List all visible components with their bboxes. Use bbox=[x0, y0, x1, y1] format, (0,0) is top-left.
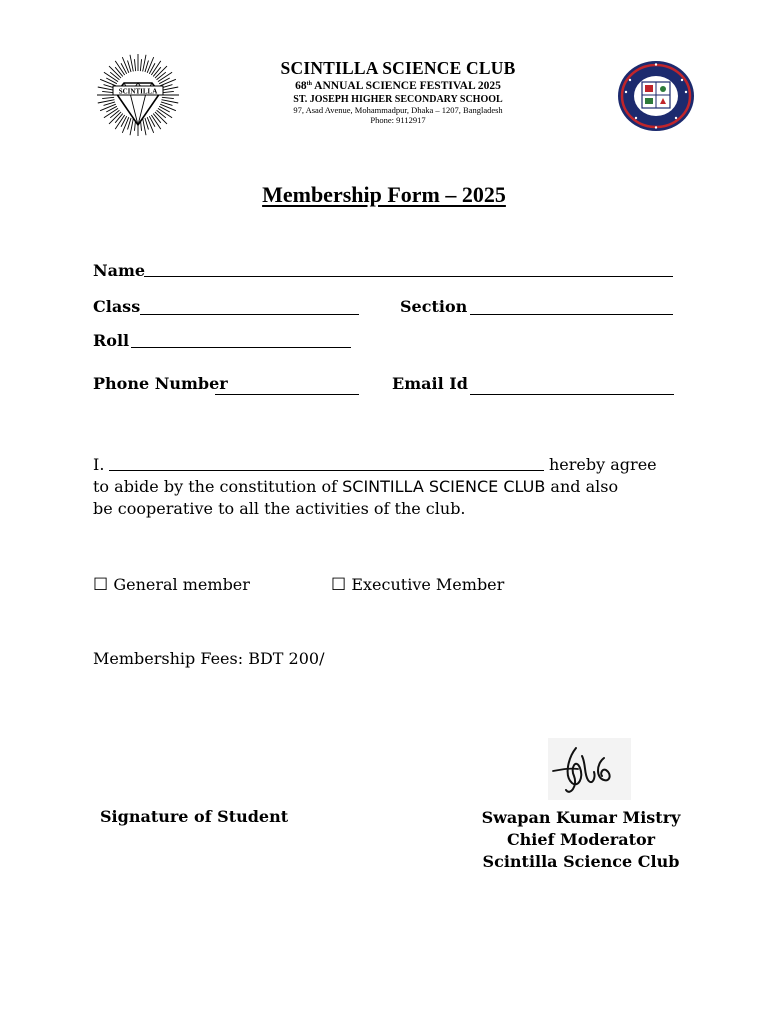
membership-fees: Membership Fees: BDT 200/ bbox=[93, 649, 325, 668]
logo-ray bbox=[110, 110, 119, 118]
logo-ray bbox=[100, 79, 116, 86]
checkbox-icon[interactable]: ☐ bbox=[93, 575, 109, 595]
school-name: ST. JOSEPH HIGHER SECONDARY SCHOOL bbox=[293, 94, 503, 105]
general-member-label: General member bbox=[108, 575, 250, 594]
festival-number: 68 bbox=[295, 80, 307, 92]
logo-ray bbox=[153, 67, 161, 76]
declaration-suffix: hereby agree bbox=[549, 455, 657, 474]
declaration-line-2 bbox=[93, 476, 618, 498]
logo-text: SCINTILLA bbox=[118, 87, 158, 96]
name-field[interactable] bbox=[144, 276, 673, 277]
logo-ray bbox=[162, 91, 174, 92]
school-seal bbox=[616, 60, 696, 132]
logo-ray bbox=[160, 104, 176, 111]
logo-ray bbox=[157, 72, 166, 80]
declaration-prefix: I. bbox=[93, 455, 105, 474]
logo-ray bbox=[122, 117, 129, 133]
phone-label: Phone Number bbox=[93, 374, 228, 393]
email-field[interactable] bbox=[470, 394, 674, 395]
moderator-name: Swapan Kumar Mistry bbox=[481, 808, 681, 827]
logo-ray bbox=[102, 91, 114, 92]
student-signature-label: Signature of Student bbox=[100, 807, 289, 826]
logo-ray bbox=[162, 97, 174, 98]
class-label: Class bbox=[93, 297, 141, 316]
logo-ray bbox=[140, 59, 141, 71]
form-title: Membership Form – 2025 bbox=[262, 182, 506, 207]
logo-ray bbox=[147, 117, 154, 133]
festival-suffix: th bbox=[306, 81, 312, 87]
logo-ray bbox=[147, 57, 154, 73]
logo-ray bbox=[115, 67, 123, 76]
section-label: Section bbox=[400, 297, 468, 316]
declaration-club-name: SCINTILLA SCIENCE CLUB bbox=[342, 477, 546, 496]
roll-label: Roll bbox=[93, 331, 130, 350]
checkbox-icon[interactable]: ☐ bbox=[331, 575, 347, 595]
name-label: Name bbox=[93, 261, 146, 280]
logo-ray bbox=[115, 114, 123, 123]
declaration-name-field[interactable] bbox=[109, 470, 544, 471]
logo-ray bbox=[153, 114, 161, 123]
email-label: Email Id bbox=[392, 374, 468, 393]
festival-text: ANNUAL SCIENCE FESTIVAL 2025 bbox=[311, 80, 501, 92]
section-field[interactable] bbox=[470, 314, 673, 315]
phone-field[interactable] bbox=[215, 394, 359, 395]
logo-ray bbox=[157, 110, 166, 118]
logo-ray bbox=[102, 97, 114, 98]
declaration-text-b: and also bbox=[545, 477, 619, 496]
moderator-organization: Scintilla Science Club bbox=[482, 852, 680, 871]
executive-member-label: Executive Member bbox=[346, 575, 505, 594]
moderator-signature-image bbox=[548, 738, 631, 800]
scintilla-logo bbox=[94, 53, 182, 136]
school-address: 97, Asad Avenue, Mohammadpur, Dhaka – 1207, Bangladesh bbox=[293, 105, 503, 115]
logo-ray bbox=[122, 57, 129, 73]
club-name: SCINTILLA SCIENCE CLUB bbox=[280, 58, 516, 78]
logo-ray bbox=[110, 72, 119, 80]
declaration-text-a: to abide by the constitution of bbox=[93, 477, 343, 496]
logo-ray bbox=[100, 104, 116, 111]
school-phone: Phone: 9112917 bbox=[370, 115, 426, 125]
festival-line bbox=[200, 80, 596, 92]
declaration-line-3: be cooperative to all the activities of the club. bbox=[93, 499, 466, 518]
moderator-title: Chief Moderator bbox=[506, 830, 656, 849]
class-field[interactable] bbox=[140, 314, 359, 315]
logo-ray bbox=[134, 59, 135, 71]
logo-ray bbox=[160, 79, 176, 86]
executive-member-option[interactable] bbox=[331, 574, 504, 596]
roll-field[interactable] bbox=[131, 347, 351, 348]
general-member-option[interactable] bbox=[93, 574, 250, 596]
